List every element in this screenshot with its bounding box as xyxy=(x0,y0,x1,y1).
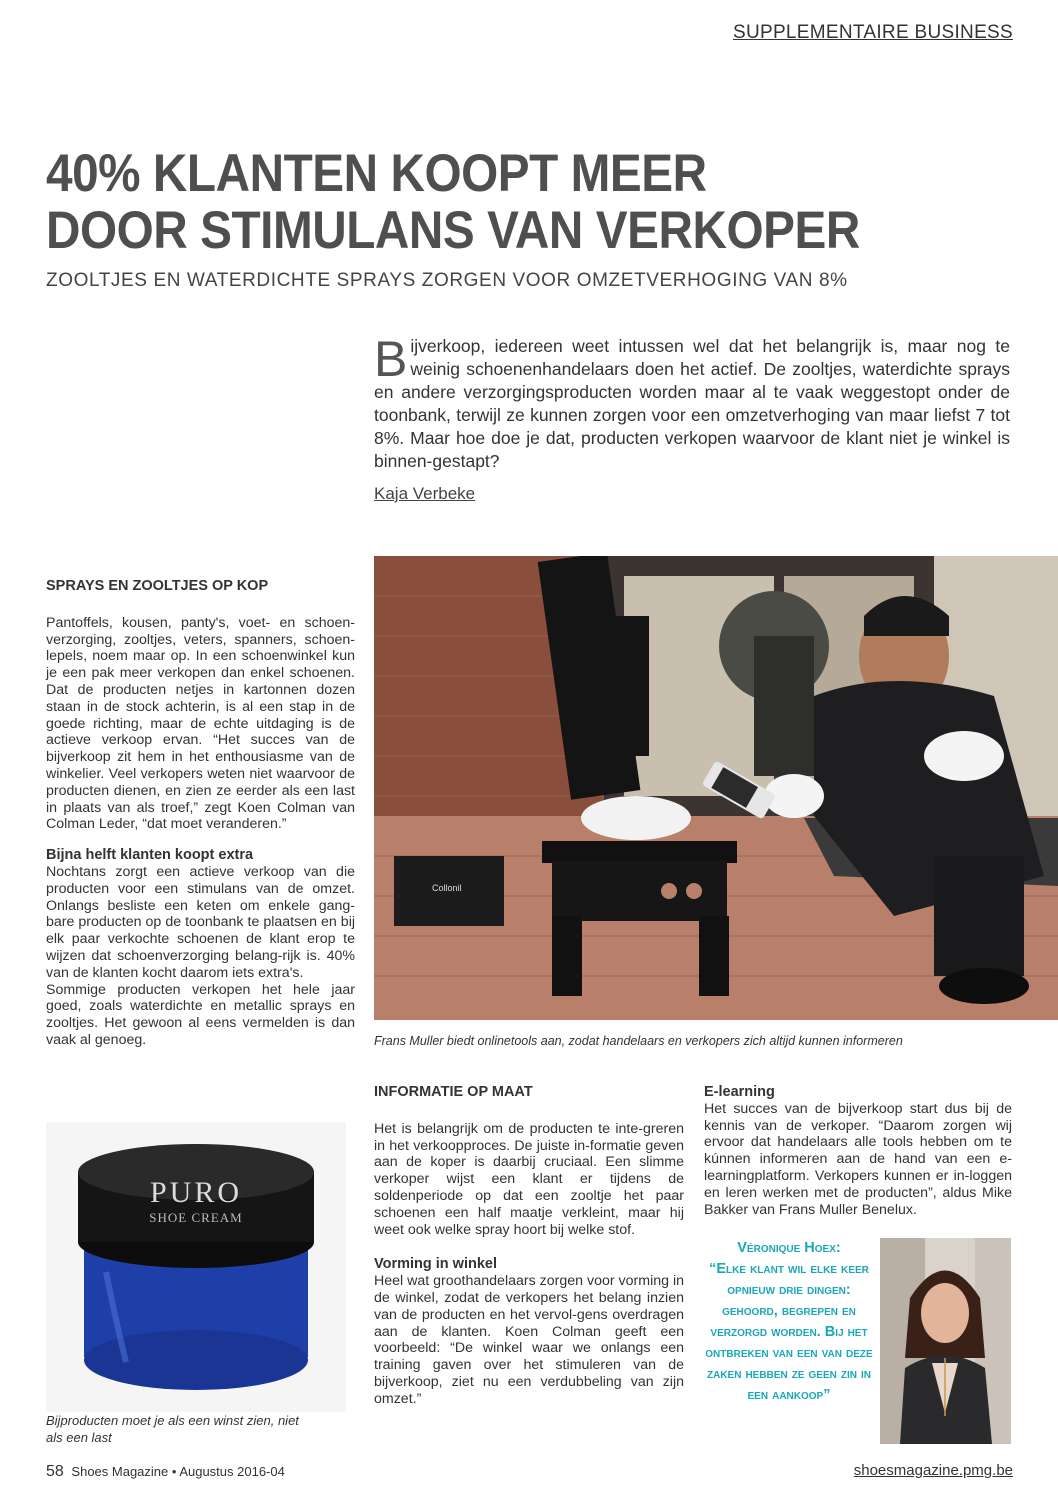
portrait-photo xyxy=(880,1238,1011,1444)
footer-left xyxy=(46,1463,285,1481)
puro-product-text: SHOE CREAM xyxy=(149,1210,243,1225)
pull-quote xyxy=(704,1238,874,1406)
website-link[interactable]: shoesmagazine.pmg.be xyxy=(853,1462,1013,1479)
article-title xyxy=(46,145,919,259)
left-column xyxy=(46,578,355,1049)
section-tag: SUPPLEMENTAIRE BUSINESS xyxy=(732,22,1013,43)
drop-cap: B xyxy=(374,331,408,387)
shoe-care-scene-illustration xyxy=(374,556,1058,1020)
shoe-cream-jar-illustration xyxy=(46,1122,346,1412)
main-photo xyxy=(374,556,1058,1020)
middle-column xyxy=(374,1084,684,1408)
subheading-e-learning: E-learning xyxy=(704,1084,775,1100)
left-para-2: Nochtans zorgt een actieve verkoop van die producten voor een stimulans van de omzet. Onlangs besliste een keten om enkele gang-bare producten op de toonbank te plaatsen en bij elk paar verkochte schoenen de klant erop te wijzen dat schoenverzorging belang-rijk is. 40% van de klanten kocht daarom iets extra's. xyxy=(46,863,355,981)
middle-para-2: Heel wat groothandelaars zorgen voor vorming in de winkel, zodat de verkopers het belang inzien van de producten en het vervol-gens overdragen aan de klanten. Koen Colman geeft een voorbeeld: “De winkel waar we onlangs een training gaven over het stimuleren van de bijverkoop, ziet nu een verdubbeling van zijn omzet.” xyxy=(374,1273,684,1407)
title-line-2: DOOR STIMULANS VAN VERKOPER xyxy=(46,201,860,260)
subheading-vorming: Vorming in winkel xyxy=(374,1256,497,1273)
section-heading-informatie: INFORMATIE OP MAAT xyxy=(374,1084,533,1100)
quote-text: “Elke klant wil elke keer opnieuw drie dingen: gehoord, begrepen en verzorgd worden. Bij het ontbreken van een van deze zaken hebben ze geen zin in een aankoop” xyxy=(705,1261,873,1403)
puro-photo-caption: Bijproducten moet je als een winst zien, niet als een last xyxy=(46,1413,299,1445)
section-heading-sprays: SPRAYS EN ZOOLTJES OP KOP xyxy=(46,578,269,594)
box-brand-label: Collonil xyxy=(432,883,462,893)
right-column xyxy=(704,1084,1012,1218)
middle-para-1: Het is belangrijk om de producten te inte-greren in het verkoopproces. De juiste in-formatie geven aan de koper is daarbij cruciaal. Een slimme verkoper wijst een klant er tijdens de soldenperiode op dat een zooltje het paar schoenen een half maatje verkleint, maar hij weet ook welke spray hoort bij welke stof. xyxy=(374,1120,684,1238)
page-number: 58 xyxy=(46,1463,64,1480)
portrait-illustration xyxy=(880,1238,1011,1444)
left-para-1: Pantoffels, kousen, panty's, voet- en schoen-verzorging, zooltjes, veters, spanners, schoen-lepels, noem maar op. In een schoenwinkel kun je een pak meer verkopen dan enkel schoenen. Dat de producten netjes in kartonnen dozen staan in de stock achterin, is al een stap in de goede richting, maar de echte uitdaging is de actieve verkoop ervan. “Het succes van de bijverkoop zit hem in het enthousiasme van de winkelier. Veel verkopers weten niet waarvoor de producten dienen, en zien ze eerder als een last in plaats van als troef,” zegt Koen Colman van Colman Leder, “dat moet veranderen.” xyxy=(46,614,355,833)
title-line-1: 40% KLANTEN KOOPT MEER xyxy=(46,144,707,203)
main-photo-caption: Frans Muller biedt onlinetools aan, zodat handelaars en verkopers zich altijd kunnen informeren xyxy=(374,1034,903,1048)
puro-brand-text: PURO xyxy=(149,1176,243,1209)
puro-product-photo xyxy=(46,1122,346,1412)
intro-paragraph xyxy=(374,331,1010,473)
article-subtitle: ZOOLTJES EN WATERDICHTE SPRAYS ZORGEN VOOR OMZETVERHOGING VAN 8% xyxy=(46,270,848,291)
intro-text: ijverkoop, iedereen weet intussen wel dat het belangrijk is, maar nog te weinig schoenenhandelaars doen het actief. De zooltjes, waterdichte sprays en andere verzorgingsproducten worden maar al te vaak weggestopt onder de toonbank, terwijl ze kunnen zorgen voor een omzetverhoging van maar liefst 7 tot 8%. Maar hoe doe je dat, producten verkopen waarvoor de klant niet je winkel is binnen-gestapt? xyxy=(374,336,1010,471)
author-byline[interactable]: Kaja Verbeke xyxy=(374,484,476,503)
subheading-bijna-helft: Bijna helft klanten koopt extra xyxy=(46,847,254,864)
quote-name: Véronique Hoex: xyxy=(737,1240,841,1256)
right-para-1: Het succes van de bijverkoop start dus bij de kennis van de verkoper. “Daarom zorgen wij ervoor dat handelaars alle tools hebben om te kúnnen informeren aan de hand van een e-learningplatform. Verkopers kunnen er in-loggen en leren werken met de producten”, aldus Mike Bakker van Frans Muller Benelux. xyxy=(704,1100,1012,1218)
magazine-issue: Shoes Magazine • Augustus 2016-04 xyxy=(71,1464,285,1479)
left-para-3: Sommige producten verkopen het hele jaar goed, zoals waterdichte en metallic sprays en zooltjes. Het gewoon al eens vermelden is dan vaak al genoeg. xyxy=(46,981,355,1048)
